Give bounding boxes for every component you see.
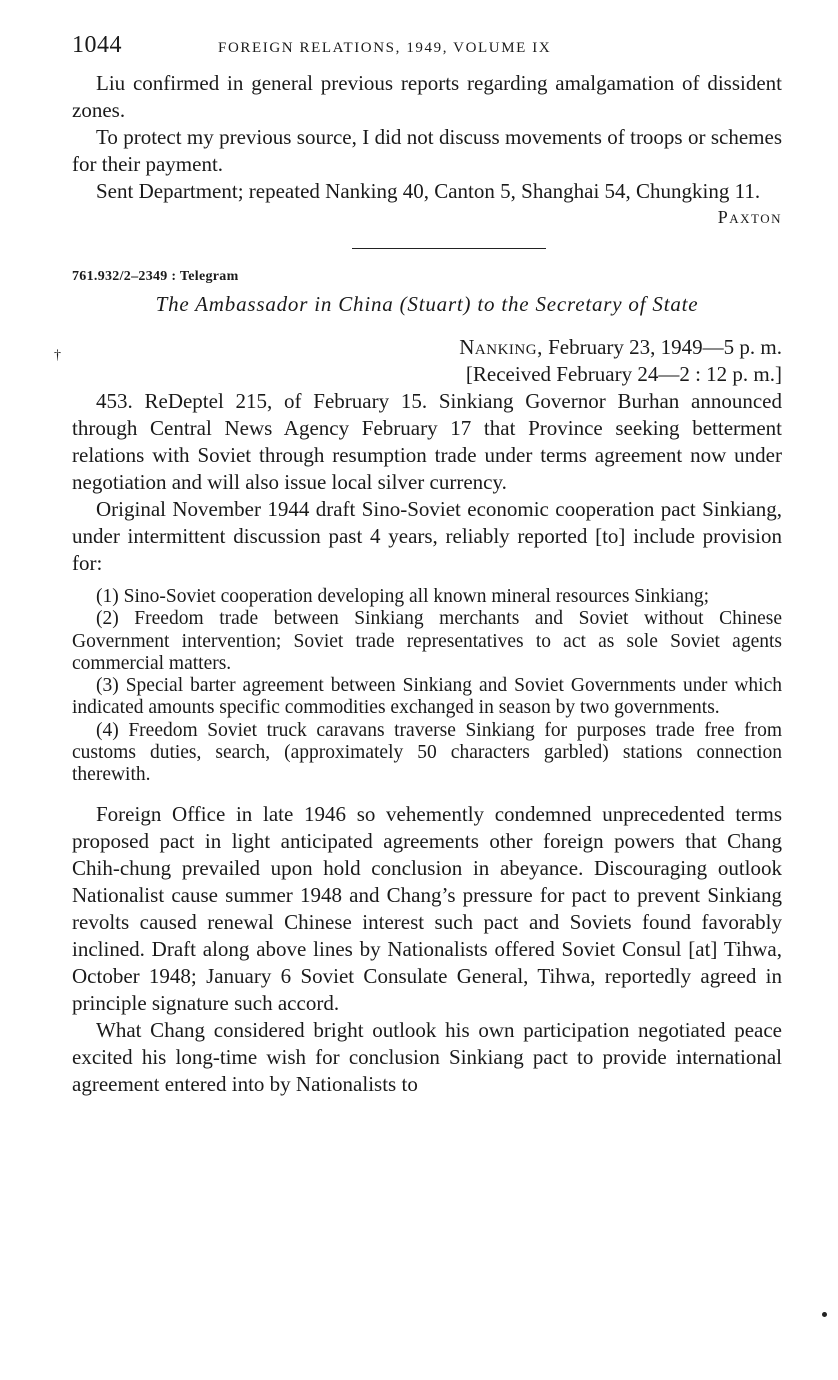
paragraph: Liu confirmed in general previous reports regarding amalgamation of dissident zones.: [72, 71, 782, 122]
received-line: [Received February 24—2 : 12 p. m.]: [465, 362, 782, 386]
dateline-date: February 23, 1949—5 p. m.: [542, 335, 782, 359]
dateline: [72, 334, 782, 361]
paragraph: What Chang considered bright outlook his own participation negotiated peace excited his long-time wish for conclusion Sinkiang pact to provide international agreement entered into by Nationalists to: [72, 1017, 782, 1096]
closing-paragraphs: [72, 801, 782, 1098]
ink-dot: [822, 1312, 827, 1317]
file-reference: 761.932/2–2349 : Telegram: [72, 269, 239, 284]
dateline-place: Nanking,: [459, 335, 543, 359]
page-number: 1044: [72, 32, 122, 58]
paragraph: Sent Department; repeated Nanking 40, Canton 5, Shanghai 54, Chungking 11.: [96, 179, 761, 203]
document-title: The Ambassador in China (Stuart) to the Secretary of State: [155, 292, 699, 316]
paragraph: Foreign Office in late 1946 so vehemently condemned unprecedented terms proposed pact in light anticipated agreements other foreign powers that Chang Chih-chung prevailed upon hold conclusion in abeyance. Discouraging outlook Nationalist cause summer 1948 and Chang’s pressure for pact to prevent Sinkiang revolts caused renewal Chinese interest such pact and Soviets found favorably inclined. Draft along above lines by Nationalists offered Soviet Consul [at] Tihwa, October 1948; January 6 Soviet Consulate General, Tihwa, reportedly agreed in principle signature such accord.: [72, 801, 782, 1015]
list-item: (2) Freedom trade between Sinkiang merchants and Soviet without Chinese Government intervention; Soviet trade representatives to act as sole Soviet agents commercial matters.: [72, 608, 782, 674]
paragraph: To protect my previous source, I did not discuss movements of troops or schemes for their payment.: [72, 125, 782, 176]
provision-list: [72, 586, 782, 787]
paragraph: Original November 1944 draft Sino-Soviet economic cooperation pact Sinkiang, under intermittent discussion past 4 years, reliably reported [to] include provision for:: [72, 497, 782, 575]
running-head: [72, 30, 782, 70]
document-page: [72, 30, 782, 1098]
list-item: (4) Freedom Soviet truck caravans traverse Sinkiang for purposes trade free from customs duties, search, (approximately 50 characters garbled) stations connection therewith.: [72, 719, 782, 786]
section-divider: [352, 248, 546, 249]
paragraph: 453. ReDeptel 215, of February 15. Sinkiang Governor Burhan announced through Central News Agency February 17 that Province seeking betterment relations with Soviet through resumption trade under terms agreement now under negotiation and will also issue local silver currency.: [72, 389, 782, 494]
running-title: FOREIGN RELATIONS, 1949, VOLUME IX: [218, 40, 552, 56]
list-item: (1) Sino-Soviet cooperation developing all known mineral resources Sinkiang;: [96, 586, 710, 607]
signature: Paxton: [717, 207, 782, 227]
margin-mark: †: [54, 348, 61, 363]
list-item: (3) Special barter agreement between Sinkiang and Soviet Governments under which indicated amounts specific commodities exchanged in season by two governments.: [72, 675, 782, 719]
